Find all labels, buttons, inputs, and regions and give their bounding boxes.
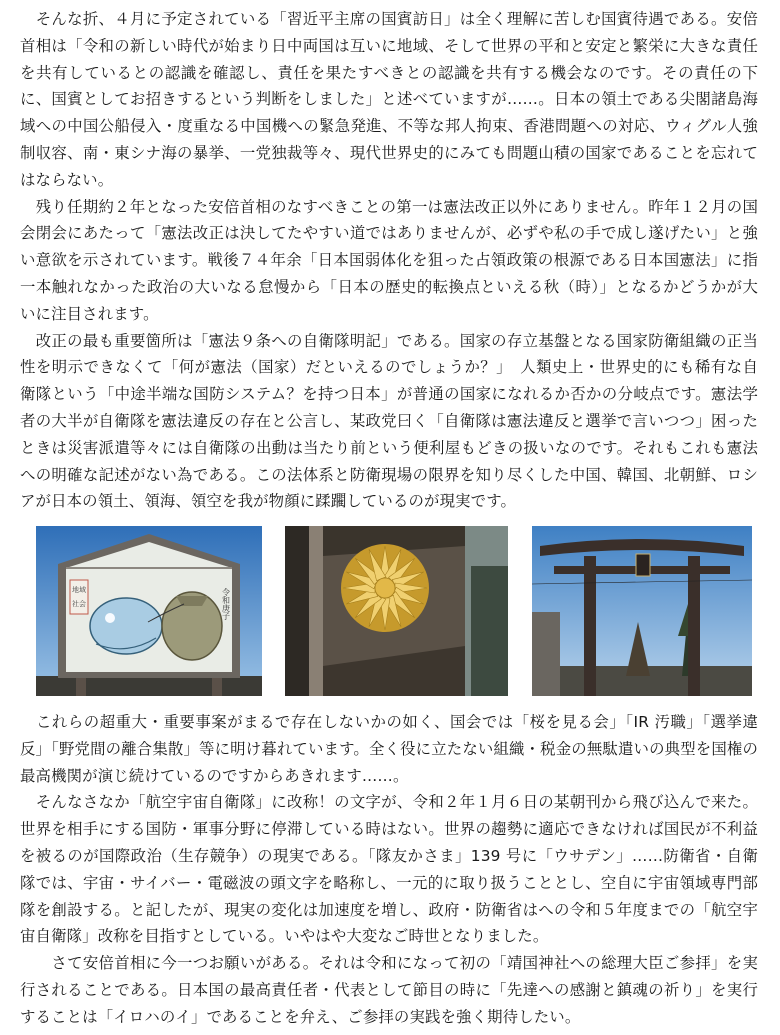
paragraph-aerospace-sdf: そんなさなか「航空宇宙自衛隊」に改称！の文字が、令和２年１月６日の某朝刊から飛び込んで来た。世界を相手にする国防・軍事分野に停滞している時はない。世界の趨勢に適応できなければ国民が不利益を被るのが国際政治（生存競争）の現実である。「隊友かさま」139 号に「ウサデン」……防衛省・自衛隊では、宇宙・サイバー・電磁波の頭文字を略称し、一元的に取り扱うこととし、空自に宇宙領域専門部隊を創設する。と記したが、現実の変化は加速度を増し、政府・防衛省はへの令和５年度までの「航空宇宙自衛隊」改称を目指すとしている。いやはや大変なご時世となりました。 (20, 793, 758, 946)
text-section-bottom (20, 709, 758, 1031)
text-section-top (20, 6, 758, 515)
paragraph-diet-scandals: これらの超重大・重要事案がまるで存在しないかの如く、国会では「桜を見る会」「IR 汚職」「選挙違反」「野党間の離合集散」等に明け暮れています。全く役に立たない組織・税金の無駄遣いの典型を国権の最高機関が演じ続けているのですからあきれます……。 (20, 713, 758, 785)
photo-chrysanthemum-gate (285, 526, 508, 696)
ema-label-b: 社会 (72, 600, 86, 608)
paragraph-state-visit: そんな折、４月に予定されている「習近平主席の国賓訪日」は全く理解に苦しむ国賓待遇である。安倍首相は「令和の新しい時代が始まり日中両国は互いに地域、そして世界の平和と安定と繁栄に大きな責任を共有しているとの認識を確認し、責任を果たすべきとの認識を共有する機会なのです。その責任の下に、国賓としてお招きするという判断をしました」と述べていますが……。日本の領土である尖閣諸島海域への中国公船侵入・度重なる中国機への緊急発進、不等な邦人拘束、香港問題への対応、ウィグル人強制収容、南・東シナ海の暴挙、一党独裁等々、現代世界史的にみても問題山積の国家であることを忘れてはならない。 (20, 10, 758, 189)
photo-torii-gate (532, 526, 752, 696)
paragraph-article-9: 改正の最も重要箇所は「憲法９条への自衛隊明記」である。国家の存立基盤となる国家防衛組織の正当性を明示できなくて「何が憲法（国家）だといえるのでしょうか？」 人類史上・世界史的にも稀有な自衛隊という「中途半端な国防システム？を持つ日本」が普通の国家になれるか否かの分岐点です。憲法学者の大半が自衛隊を憲法違反の存在と公言し、某政党曰く「自衛隊は憲法違反と選挙で言いつつ」困ったときは災害派遣等々には自衛隊の出動は当たり前という便利屋もどきの扱いなのです。それもこれも憲法への明確な記述がない為である。この法体系と防衛現場の限界を知り尽くした中国、韓国、北朝鮮、ロシアが日本の領土、領海、領空を我が物顔に蹂躙しているのが現実です。 (20, 331, 758, 511)
paragraph-yasukuni-visit: さて安倍首相に今一つお願いがある。それは令和になって初の「靖国神社への総理大臣ご参拝」を実行されることである。日本国の最高責任者・代表として節目の時に「先達への感謝と鎮魂の祈り」を実行することは「イロハのイ」であることを弁え、ご参拝の実践を強く期待したい。 (20, 954, 758, 1026)
ema-label-a: 地域 (72, 586, 86, 594)
photo-ema-board (36, 526, 262, 696)
ema-label-reiwa: 令和庚子 (221, 588, 231, 620)
paragraph-constitution-revision: 残り任期約２年となった安倍首相のなすべきことの第一は憲法改正以外にありません。昨年１２月の国会閉会にあたって「憲法改正は決してたやすい道ではありませんが、必ずや私の手で成し遂げたい」と強い意欲を示されています。戦後７４年余「日本国弱体化を狙った占領政策の根源である日本国憲法」に指一本触れなかった政治の大いなる怠慢から「日本の歴史的転換点といえる秋（時）」となるかどうかが大いに注目されます。 (20, 197, 758, 323)
